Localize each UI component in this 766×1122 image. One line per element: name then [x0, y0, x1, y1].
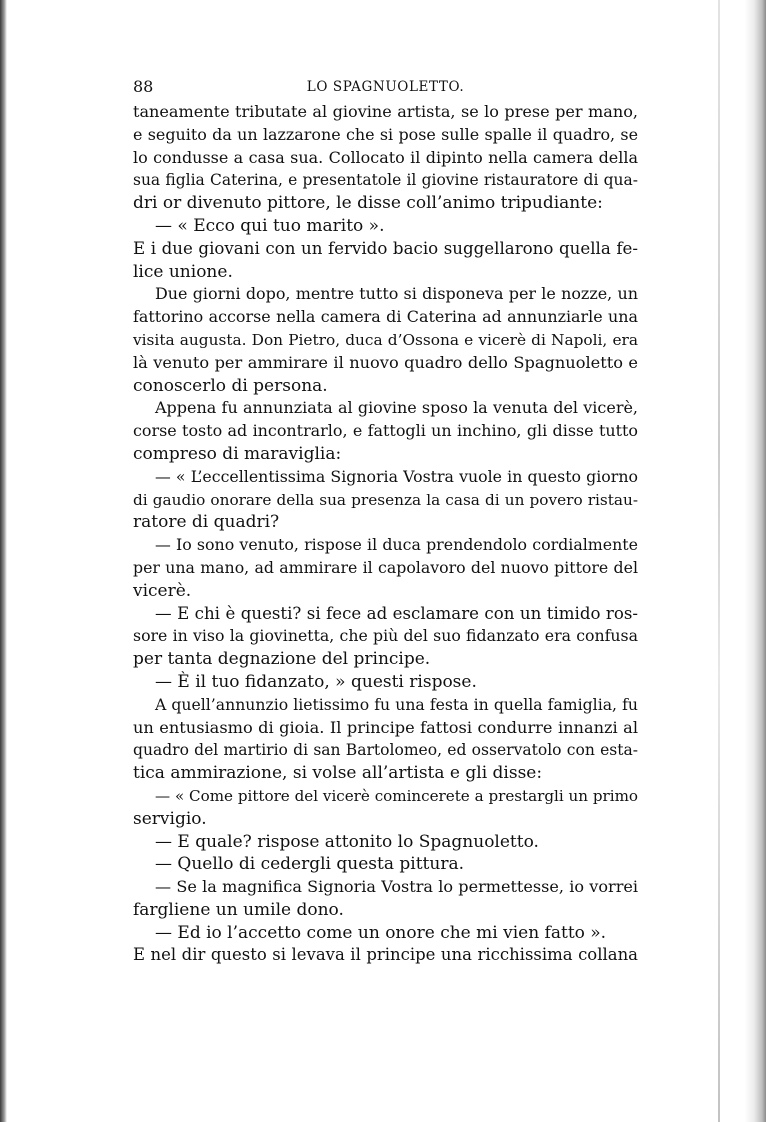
text-line: Appena fu annunziata al giovine sposo la venuta del vicerè,	[155, 398, 638, 418]
text-line: corse tosto ad incontrarlo, e fattogli un inchino, gli disse tutto	[133, 421, 638, 441]
text-line: là venuto per ammirare il nuovo quadro dello Spagnuoletto e	[133, 352, 638, 372]
text-line: lice unione.	[133, 261, 233, 282]
text-line: dri or divenuto pittore, le disse coll’animo tripudiante:	[133, 193, 603, 214]
text-line: per tanta degnazione del principe.	[133, 649, 431, 670]
text-line: un entusiasmo di gioia. Il principe fattosi condurre innanzi al	[133, 717, 638, 737]
text-line: ratore di quadri?	[133, 512, 280, 533]
text-line: quadro del martirio di san Bartolomeo, ed osservatolo con esta-	[133, 741, 638, 760]
text-line: E nel dir questo si levava il principe una ricchissima collana	[133, 945, 638, 965]
text-line: A quell’annunzio lietissimo fu una festa in quella famiglia, fu	[155, 694, 638, 714]
text-line: taneamente tributate al giovine artista, se lo prese per mano,	[133, 102, 638, 121]
text-line: E i due giovani con un fervido bacio suggellarono quella fe-	[133, 238, 638, 258]
text-line: fattorino accorse nella camera di Caterina ad annunziarle una	[133, 307, 638, 327]
text-line: — Ed io l’accetto come un onore che mi vien fatto ».	[155, 922, 607, 943]
page-header	[133, 76, 638, 98]
text-line: Due giorni dopo, mentre tutto si disponeva per le nozze, un	[155, 284, 638, 304]
text-line: servigio.	[133, 808, 207, 829]
text-line: — È il tuo fidanzato, » questi rispose.	[155, 671, 477, 692]
text-line: — « Come pittore del vicerè comincerete a prestargli un primo	[155, 786, 638, 805]
text-line: — Io sono venuto, rispose il duca prendendolo cordialmente	[155, 535, 638, 555]
text-line: conoscerlo di persona.	[133, 375, 328, 396]
text-line: compreso di maraviglia:	[133, 443, 342, 464]
body-text	[133, 101, 638, 967]
text-line: sua figlia Caterina, e presentatole il giovine ristauratore di qua-	[133, 171, 638, 190]
text-line: fargliene un umile dono.	[133, 899, 344, 920]
text-line: vicerè.	[133, 580, 192, 601]
text-line: visita augusta. Don Pietro, duca d’Ossona e vicerè di Napoli, era	[133, 330, 638, 349]
text-line: — E chi è questi? si fece ad esclamare con un timido ros-	[155, 603, 638, 623]
text-line: — Se la magnifica Signoria Vostra lo permettesse, io vorrei	[155, 877, 638, 897]
text-line: per una mano, ad ammirare il capolavoro del nuovo pittore del	[133, 557, 638, 577]
page-right-edge	[718, 0, 766, 1122]
text-line: e seguito da un lazzarone che si pose sulle spalle il quadro, se	[133, 124, 638, 144]
text-line: — « Ecco qui tuo marito ».	[155, 215, 385, 236]
page-left-edge	[0, 0, 7, 1122]
text-line: sore in viso la giovinetta, che più del suo fidanzato era confusa	[133, 626, 638, 646]
page-number: 88	[133, 77, 154, 96]
running-title: LO SPAGNUOLETTO.	[306, 79, 465, 95]
text-line: — Quello di cedergli questa pittura.	[155, 854, 464, 875]
text-line: lo condusse a casa sua. Collocato il dipinto nella camera della	[133, 147, 638, 167]
text-line: — E quale? rispose attonito lo Spagnuoletto.	[155, 831, 539, 852]
text-line: tica ammirazione, si volse all’artista e gli disse:	[133, 763, 543, 784]
text-line: — « L’eccellentissima Signoria Vostra vuole in questo giorno	[155, 466, 638, 486]
text-line: di gaudio onorare della sua presenza la casa di un povero ristau-	[133, 490, 638, 509]
page-gutter-shadow	[718, 0, 720, 1122]
